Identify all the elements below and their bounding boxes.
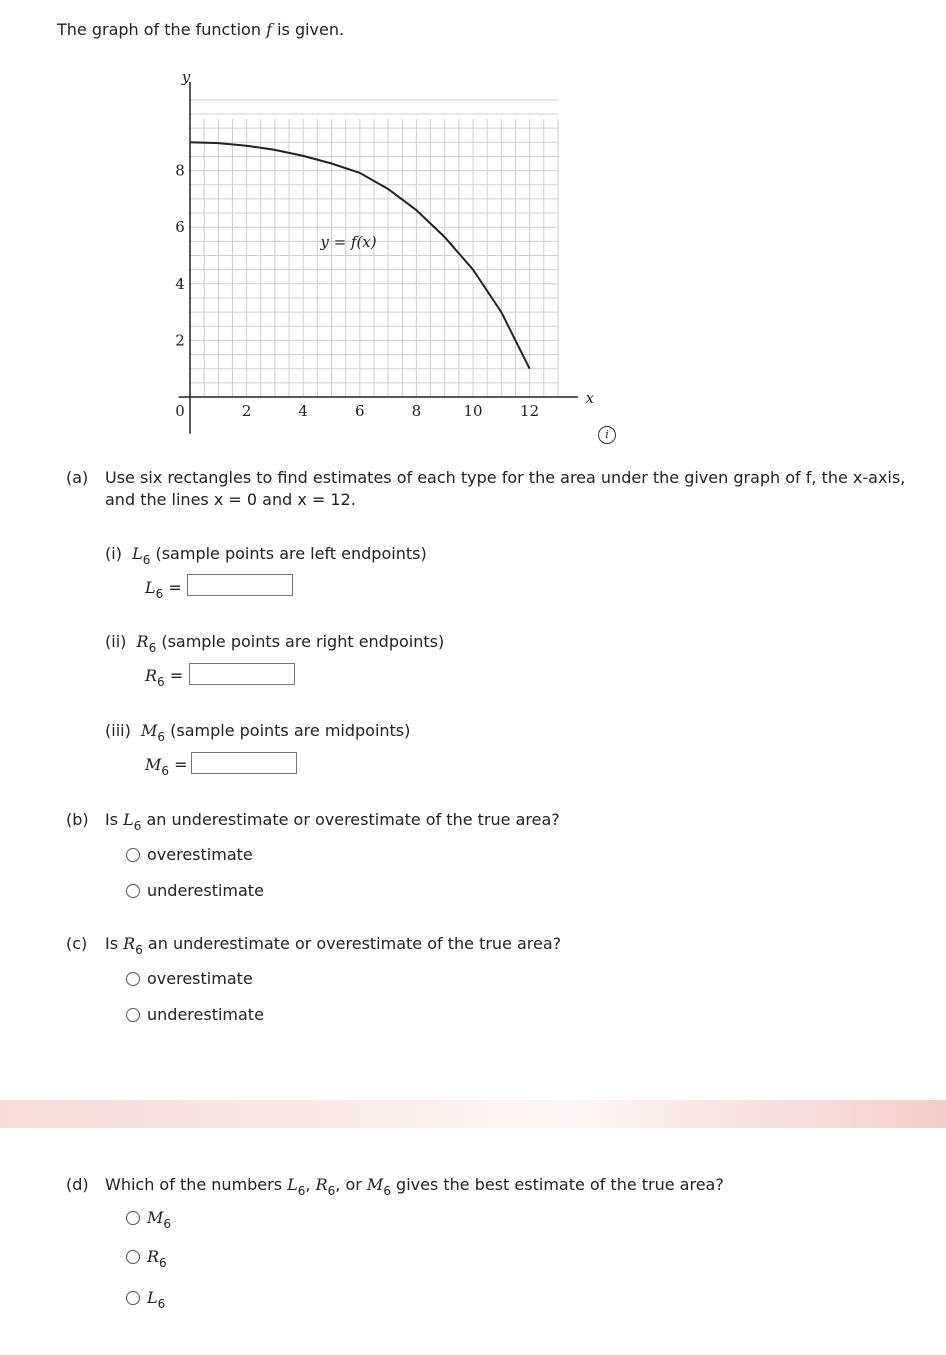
part-d-option-l6[interactable]: $L_6$ [126, 1288, 165, 1307]
part-c-label: (c) [66, 934, 88, 953]
radio-button[interactable] [126, 1250, 140, 1264]
part-b-question: Is $L_6$ an underestimate or overestimate of the true area? [105, 810, 560, 833]
part-c-option-underestimate[interactable]: underestimate [126, 1005, 264, 1024]
part-b-option-underestimate[interactable]: underestimate [126, 881, 264, 900]
radio-button[interactable] [126, 1211, 140, 1225]
radio-button[interactable] [126, 1008, 140, 1022]
info-icon[interactable]: i [598, 426, 616, 444]
intro-text: The graph of the function f is given. [57, 20, 345, 39]
part-a-label: (a) [66, 468, 89, 487]
l6-answer-label: $L_6$ = [145, 578, 182, 601]
part-a-ii-heading: (ii) $R_6$ (sample points are right endpoints) [105, 632, 445, 655]
y-tick-label: 8 [175, 161, 185, 180]
x-tick-label: 6 [355, 402, 365, 420]
r6-answer-label: $R_6$ = [145, 666, 184, 689]
x-tick-label: 2 [241, 402, 252, 420]
x-tick-label: 8 [411, 402, 422, 420]
radio-button[interactable] [126, 884, 140, 898]
y-tick-label: 6 [175, 218, 185, 237]
y-axis-label: y [181, 68, 191, 86]
part-a-iii-heading: (iii) $M_6$ (sample points are midpoints) [105, 721, 411, 744]
y-tick-label: 2 [175, 331, 185, 350]
x-tick-label: 12 [520, 402, 540, 420]
l6-input[interactable] [187, 574, 293, 596]
m6-input[interactable] [191, 752, 297, 774]
x-tick-label: 4 [298, 402, 308, 420]
part-b-label: (b) [66, 810, 89, 829]
radio-button[interactable] [126, 848, 140, 862]
part-a-i-heading: (i) $L_6$ (sample points are left endpoints) [105, 544, 427, 567]
part-d-option-r6[interactable]: $R_6$ [126, 1247, 167, 1266]
part-c-question: Is $R_6$ an underestimate or overestimate of the true area? [105, 934, 562, 957]
curve-label: y = f(x) [320, 233, 377, 252]
part-a-line2: and the lines x = 0 and x = 12. [105, 490, 356, 509]
part-c-option-overestimate[interactable]: overestimate [126, 969, 253, 988]
screenshot-seam [0, 1100, 946, 1128]
x-tick-label: 0 [175, 402, 185, 420]
part-d-option-m6[interactable]: $M_6$ [126, 1208, 171, 1227]
y-tick-label: 4 [175, 274, 185, 293]
part-d-label: (d) [66, 1175, 89, 1194]
part-b-option-overestimate[interactable]: overestimate [126, 845, 253, 864]
part-a-line1: Use six rectangles to find estimates of each type for the area under the given graph of f, the x-axis, [105, 468, 906, 487]
x-axis-label: x [585, 389, 595, 407]
radio-button[interactable] [126, 1291, 140, 1305]
x-tick-label: 10 [463, 402, 483, 420]
part-d-question: Which of the numbers $L_6$, $R_6$, or $M_6$ gives the best estimate of the true area? [105, 1175, 724, 1198]
m6-answer-label: $M_6$ = [145, 755, 188, 778]
r6-input[interactable] [189, 663, 295, 685]
function-graph [150, 60, 595, 450]
radio-button[interactable] [126, 972, 140, 986]
